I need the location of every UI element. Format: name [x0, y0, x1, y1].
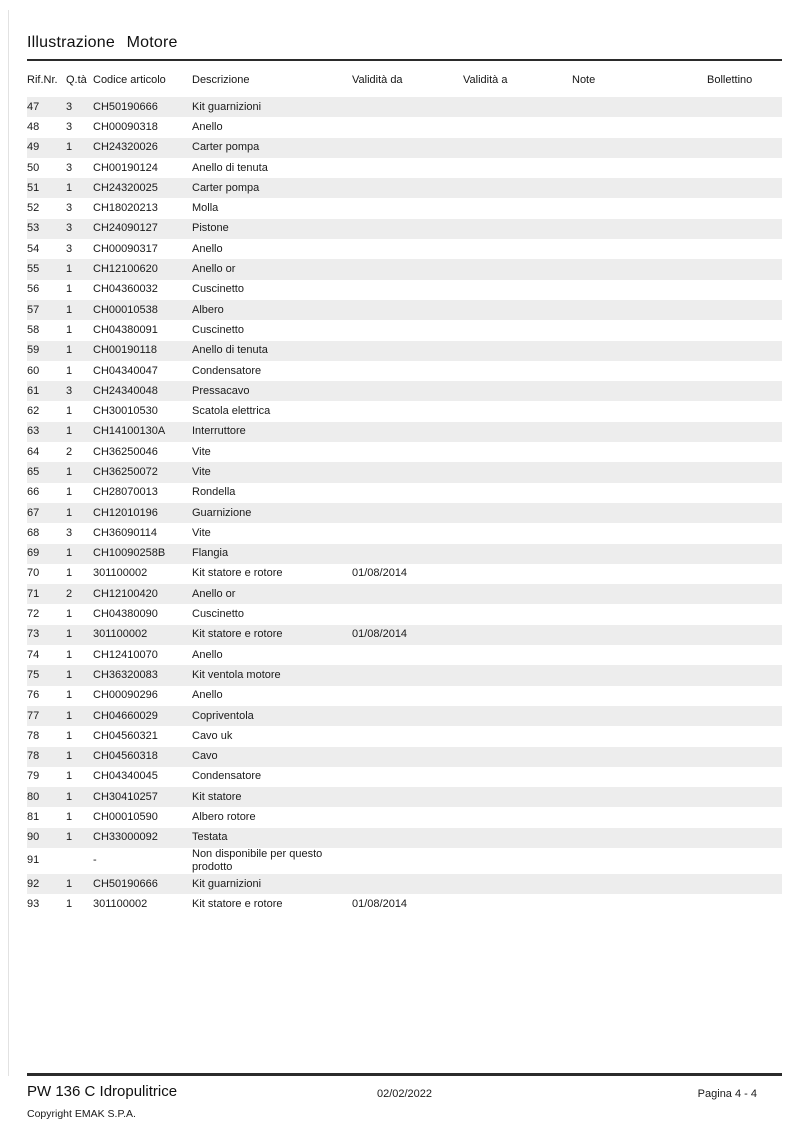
cell-desc: Copriventola [192, 709, 254, 722]
cell-code: 301100002 [93, 567, 148, 580]
cell-rif: 59 [27, 344, 40, 357]
footer-date: 02/02/2022 [376, 1088, 433, 1100]
cell-desc: Rondella [192, 486, 236, 499]
cell-code: CH00090318 [93, 120, 158, 133]
table-row [27, 894, 782, 914]
cell-desc: Cuscinetto [192, 608, 244, 621]
table-row [27, 361, 782, 381]
cell-code: CH30010530 [93, 405, 158, 418]
table-row [27, 645, 782, 665]
table-row [27, 300, 782, 320]
cell-code: CH36250072 [93, 465, 158, 478]
cell-rif: 93 [27, 897, 40, 910]
table-row [27, 807, 782, 827]
cell-rif: 54 [27, 242, 40, 255]
column-header-note: Note [572, 74, 596, 86]
table-header-row [27, 74, 782, 87]
cell-desc: Vite [192, 465, 211, 478]
cell-desc: Anello [192, 242, 223, 255]
cell-code: CH50190666 [93, 877, 158, 890]
cell-desc: Pressacavo [192, 384, 250, 397]
cell-qty: 1 [66, 831, 73, 844]
cell-desc: Cavo uk [192, 729, 233, 742]
cell-code: CH28070013 [93, 486, 158, 499]
cell-code: CH10090258B [93, 547, 166, 560]
cell-rif: 92 [27, 877, 40, 890]
cell-desc: Condensatore [192, 364, 262, 377]
table-row [27, 401, 782, 421]
table-row [27, 665, 782, 685]
table-row [27, 117, 782, 137]
table-row [27, 726, 782, 746]
column-header-desc: Descrizione [192, 74, 250, 86]
column-header-qty: Q.tà [66, 74, 87, 86]
cell-qty: 2 [66, 587, 73, 600]
table-row [27, 381, 782, 401]
cell-rif: 78 [27, 750, 40, 763]
cell-rif: 71 [27, 587, 40, 600]
cell-qty: 3 [66, 526, 73, 539]
footer-copyright: Copyright EMAK S.P.A. [27, 1108, 136, 1120]
cell-rif: 53 [27, 222, 40, 235]
cell-desc: Anello [192, 689, 223, 702]
table-row [27, 544, 782, 564]
table-row [27, 320, 782, 340]
cell-code: CH04360032 [93, 283, 158, 296]
table-row [27, 483, 782, 503]
cell-desc: Testata [192, 831, 228, 844]
table-row [27, 138, 782, 158]
cell-qty: 1 [66, 425, 73, 438]
cell-qty: 1 [66, 750, 73, 763]
table-row [27, 828, 782, 848]
table-row [27, 97, 782, 117]
title-divider [27, 59, 782, 61]
cell-code: CH50190666 [93, 100, 158, 113]
column-header-bulletin: Bollettino [707, 74, 753, 86]
cell-qty: 1 [66, 709, 73, 722]
column-header-code: Codice articolo [93, 74, 166, 86]
cell-desc: Vite [192, 526, 211, 539]
cell-code: CH04340045 [93, 770, 158, 783]
cell-rif: 91 [27, 854, 40, 867]
cell-rif: 48 [27, 120, 40, 133]
cell-rif: 90 [27, 831, 40, 844]
cell-code: CH04560321 [93, 729, 158, 742]
cell-desc: Albero [192, 303, 224, 316]
cell-rif: 51 [27, 181, 40, 194]
cell-rif: 61 [27, 384, 40, 397]
cell-rif: 52 [27, 202, 40, 215]
cell-code: CH12010196 [93, 506, 158, 519]
table-row [27, 874, 782, 894]
parts-table-body [27, 97, 782, 915]
cell-code: CH00010590 [93, 811, 158, 824]
table-row [27, 686, 782, 706]
cell-desc: Anello or [192, 587, 236, 600]
cell-code: CH12100620 [93, 263, 158, 276]
table-row [27, 564, 782, 584]
table-row [27, 604, 782, 624]
cell-code: CH04560318 [93, 750, 158, 763]
cell-code: CH24340048 [93, 384, 158, 397]
cell-code: CH24320026 [93, 141, 158, 154]
cell-rif: 81 [27, 811, 40, 824]
cell-code: CH30410257 [93, 790, 158, 803]
cell-desc: Kit statore [192, 790, 242, 803]
cell-desc: Anello or [192, 263, 236, 276]
cell-desc: Kit statore e rotore [192, 567, 283, 580]
cell-desc: Carter pompa [192, 181, 260, 194]
cell-qty: 1 [66, 303, 73, 316]
cell-desc: Anello di tenuta [192, 161, 268, 174]
cell-rif: 72 [27, 608, 40, 621]
cell-desc: Interruttore [192, 425, 246, 438]
cell-desc: Kit statore e rotore [192, 628, 283, 641]
cell-desc: Flangia [192, 547, 229, 560]
cell-qty: 1 [66, 323, 73, 336]
cell-qty: 1 [66, 897, 73, 910]
cell-from: 01/08/2014 [352, 897, 408, 910]
cell-desc: Anello [192, 120, 223, 133]
cell-qty: 1 [66, 811, 73, 824]
table-row [27, 198, 782, 218]
cell-from: 01/08/2014 [352, 567, 408, 580]
cell-desc: Guarnizione [192, 506, 252, 519]
cell-rif: 50 [27, 161, 40, 174]
table-row [27, 239, 782, 259]
cell-code: CH14100130A [93, 425, 166, 438]
cell-code: CH36250046 [93, 445, 158, 458]
cell-desc: Cavo [192, 750, 218, 763]
cell-qty: 1 [66, 628, 73, 641]
table-row [27, 280, 782, 300]
cell-code: CH24320025 [93, 181, 158, 194]
cell-rif: 73 [27, 628, 40, 641]
cell-qty: 1 [66, 608, 73, 621]
cell-rif: 62 [27, 405, 40, 418]
cell-rif: 56 [27, 283, 40, 296]
cell-code: CH04380090 [93, 608, 158, 621]
cell-rif: 49 [27, 141, 40, 154]
cell-qty: 3 [66, 384, 73, 397]
cell-qty: 1 [66, 729, 73, 742]
cell-rif: 58 [27, 323, 40, 336]
cell-desc: Cuscinetto [192, 323, 244, 336]
cell-rif: 78 [27, 729, 40, 742]
cell-code: CH04660029 [93, 709, 158, 722]
cell-rif: 69 [27, 547, 40, 560]
cell-code: CH24090127 [93, 222, 158, 235]
cell-code: CH12100420 [93, 587, 158, 600]
cell-qty: 2 [66, 445, 73, 458]
cell-qty: 1 [66, 547, 73, 560]
cell-code: CH00090317 [93, 242, 158, 255]
table-row [27, 158, 782, 178]
cell-qty: 1 [66, 263, 73, 276]
cell-code: CH36090114 [93, 526, 158, 539]
table-row [27, 767, 782, 787]
footer-divider [27, 1073, 782, 1076]
cell-from: 01/08/2014 [352, 628, 408, 641]
cell-qty: 1 [66, 506, 73, 519]
cell-rif: 75 [27, 668, 40, 681]
cell-code: CH36320083 [93, 668, 158, 681]
cell-desc: Anello di tenuta [192, 344, 268, 357]
table-row [27, 848, 782, 874]
cell-rif: 74 [27, 648, 40, 661]
cell-qty: 1 [66, 770, 73, 783]
cell-rif: 80 [27, 790, 40, 803]
cell-code: CH12410070 [93, 648, 158, 661]
cell-rif: 47 [27, 100, 40, 113]
footer-product-name: PW 136 C Idropulitrice [27, 1083, 178, 1100]
cell-desc: Vite [192, 445, 211, 458]
cell-rif: 65 [27, 465, 40, 478]
table-row [27, 584, 782, 604]
cell-code: CH00190124 [93, 161, 158, 174]
table-row [27, 442, 782, 462]
footer-page-number: Pagina 4 - 4 [697, 1088, 757, 1100]
cell-qty: 1 [66, 486, 73, 499]
cell-qty: 1 [66, 141, 73, 154]
column-header-to: Validità a [463, 74, 508, 86]
cell-qty: 3 [66, 161, 73, 174]
cell-rif: 67 [27, 506, 40, 519]
cell-rif: 66 [27, 486, 40, 499]
cell-rif: 77 [27, 709, 40, 722]
cell-qty: 1 [66, 364, 73, 377]
cell-rif: 60 [27, 364, 40, 377]
cell-desc: Condensatore [192, 770, 262, 783]
cell-code: 301100002 [93, 628, 148, 641]
cell-qty: 1 [66, 648, 73, 661]
cell-qty: 1 [66, 344, 73, 357]
table-row [27, 259, 782, 279]
cell-qty: 1 [66, 283, 73, 296]
cell-rif: 70 [27, 567, 40, 580]
table-row [27, 462, 782, 482]
table-row [27, 747, 782, 767]
cell-code: CH18020213 [93, 202, 158, 215]
cell-qty: 3 [66, 120, 73, 133]
cell-rif: 57 [27, 303, 40, 316]
cell-rif: 64 [27, 445, 40, 458]
table-row [27, 706, 782, 726]
cell-rif: 68 [27, 526, 40, 539]
column-header-rif: Rif.Nr. [27, 74, 58, 86]
cell-qty: 3 [66, 100, 73, 113]
cell-desc: Scatola elettrica [192, 405, 271, 418]
cell-qty: 1 [66, 181, 73, 194]
cell-desc: Kit ventola motore [192, 668, 281, 681]
cell-qty: 1 [66, 405, 73, 418]
cell-qty: 1 [66, 689, 73, 702]
cell-code: CH04380091 [93, 323, 158, 336]
table-row [27, 523, 782, 543]
cell-qty: 3 [66, 222, 73, 235]
cell-code: CH00190118 [93, 344, 158, 357]
table-row [27, 503, 782, 523]
cell-code: CH33000092 [93, 831, 158, 844]
cell-qty: 3 [66, 242, 73, 255]
cell-desc: Cuscinetto [192, 283, 244, 296]
table-row [27, 219, 782, 239]
cell-qty: 1 [66, 790, 73, 803]
table-row [27, 787, 782, 807]
cell-desc: Kit guarnizioni [192, 877, 262, 890]
cell-qty: 1 [66, 877, 73, 890]
page-edge-line [8, 10, 9, 1076]
cell-code: CH00010538 [93, 303, 158, 316]
cell-desc: Carter pompa [192, 141, 260, 154]
cell-rif: 63 [27, 425, 40, 438]
cell-qty: 1 [66, 567, 73, 580]
cell-qty: 3 [66, 202, 73, 215]
cell-rif: 79 [27, 770, 40, 783]
column-header-from: Validità da [352, 74, 403, 86]
table-row [27, 341, 782, 361]
cell-desc: Albero rotore [192, 811, 256, 824]
table-row [27, 178, 782, 198]
cell-rif: 76 [27, 689, 40, 702]
cell-qty: 1 [66, 668, 73, 681]
cell-code: CH00090296 [93, 689, 158, 702]
cell-rif: 55 [27, 263, 40, 276]
cell-desc: Kit statore e rotore [192, 897, 283, 910]
cell-desc: Anello [192, 648, 223, 661]
cell-desc: Non disponibile per questo prodotto [192, 847, 323, 873]
cell-code: 301100002 [93, 897, 148, 910]
table-row [27, 625, 782, 645]
cell-qty: 1 [66, 465, 73, 478]
table-row [27, 422, 782, 442]
cell-desc: Molla [192, 202, 219, 215]
cell-code: CH04340047 [93, 364, 158, 377]
cell-code: - [93, 854, 97, 867]
page-title: Illustrazione Motore [27, 34, 178, 51]
cell-desc: Pistone [192, 222, 229, 235]
cell-desc: Kit guarnizioni [192, 100, 262, 113]
